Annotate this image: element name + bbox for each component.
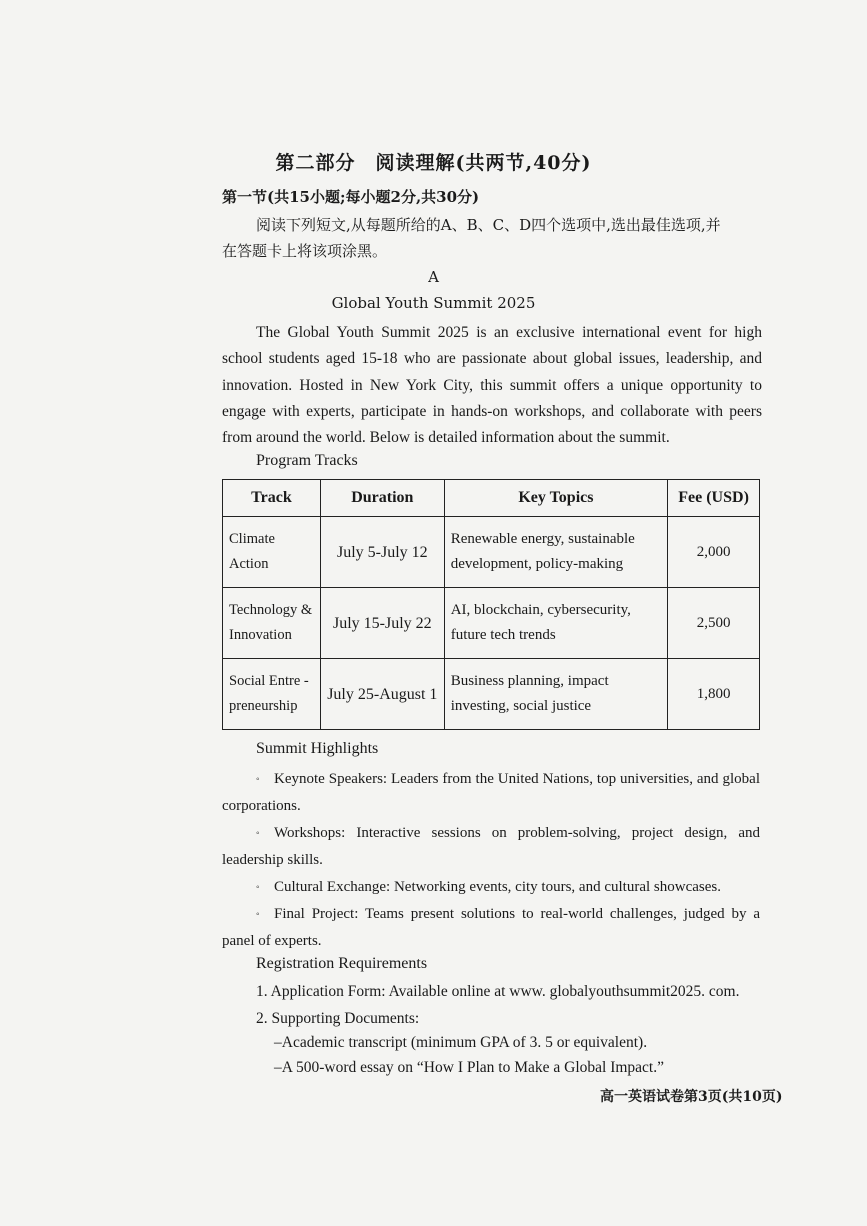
cell-fee: 2,000 [668, 517, 760, 588]
bullet-icon: ◦ [256, 882, 260, 894]
passage-label: A [428, 268, 439, 286]
cell-fee: 1,800 [668, 659, 760, 730]
instructions-line-2: 在答题卡上将该项涂黑。 [222, 242, 388, 260]
cell-duration: July 5-July 12 [320, 517, 444, 588]
cell-duration: July 15-July 22 [320, 588, 444, 659]
bullet-icon: ◦ [256, 909, 260, 921]
passage-intro: The Global Youth Summit 2025 is an exclusive international event for high school students aged 15-18 who are passionate about global issues, leadership, and innovation. Hosted in New York City, this summit offers a unique opportunity to engage with experts, participate in hands-on workshops, and collaborate with peers from around the world. Below is detailed information about the summit. [222, 324, 762, 447]
table-header-row [223, 480, 760, 517]
section-title: 第一节(共15小题;每小题2分,共30分) [222, 188, 480, 206]
cell-topics: AI, blockchain, cybersecurity, future tech trends [444, 588, 667, 659]
highlight-item [222, 874, 760, 901]
highlight-text: Final Project: Teams present solutions to real-world challenges, judged by a panel of experts. [222, 906, 760, 950]
cell-topics: Business planning, impact investing, social justice [444, 659, 667, 730]
highlight-text: Workshops: Interactive sessions on problem-solving, project design, and leadership skills. [222, 825, 760, 869]
bullet-icon: ◦ [256, 774, 260, 786]
highlights-heading: Summit Highlights [256, 740, 379, 757]
passage-title: Global Youth Summit 2025 [331, 294, 536, 312]
instructions-line-1: 阅读下列短文,从每题所给的A、B、C、D四个选项中,选出最佳选项,并 [256, 216, 721, 234]
header-duration: Duration [320, 480, 444, 517]
highlight-item [222, 820, 760, 874]
table-row [223, 588, 760, 659]
registration-sub-item: –A 500-word essay on “How I Plan to Make a Global Impact.” [274, 1059, 664, 1076]
registration-sub-item: –Academic transcript (minimum GPA of 3. 5 or equivalent). [274, 1034, 648, 1051]
cell-fee: 2,500 [668, 588, 760, 659]
cell-track: Social Entre -preneurship [223, 659, 321, 730]
header-key-topics: Key Topics [444, 480, 667, 517]
cell-track: Technology & Innovation [223, 588, 321, 659]
cell-topics: Renewable energy, sustainable development, policy-making [444, 517, 667, 588]
cell-track: Climate Action [223, 517, 321, 588]
header-fee: Fee (USD) [668, 480, 760, 517]
registration-heading: Registration Requirements [256, 955, 428, 972]
bullet-icon: ◦ [256, 828, 260, 840]
program-tracks-table [222, 479, 760, 730]
program-tracks-heading: Program Tracks [256, 452, 358, 469]
highlight-text: Cultural Exchange: Networking events, city tours, and cultural showcases. [274, 879, 721, 895]
registration-item-2: 2. Supporting Documents: [256, 1010, 420, 1027]
part-title: 第二部分 阅读理解(共两节,40分) [275, 152, 592, 174]
highlight-text: Keynote Speakers: Leaders from the United Nations, top universities, and global corporations. [222, 771, 760, 815]
page-footer: 高一英语试卷第3页(共10页) [600, 1089, 783, 1105]
highlight-item [222, 766, 760, 820]
table-row [223, 659, 760, 730]
cell-duration: July 25-August 1 [320, 659, 444, 730]
highlight-item [222, 901, 760, 955]
header-track: Track [223, 480, 321, 517]
registration-item-1: 1. Application Form: Available online at www. globalyouthsummit2025. com. [256, 983, 740, 1000]
table-row [223, 517, 760, 588]
